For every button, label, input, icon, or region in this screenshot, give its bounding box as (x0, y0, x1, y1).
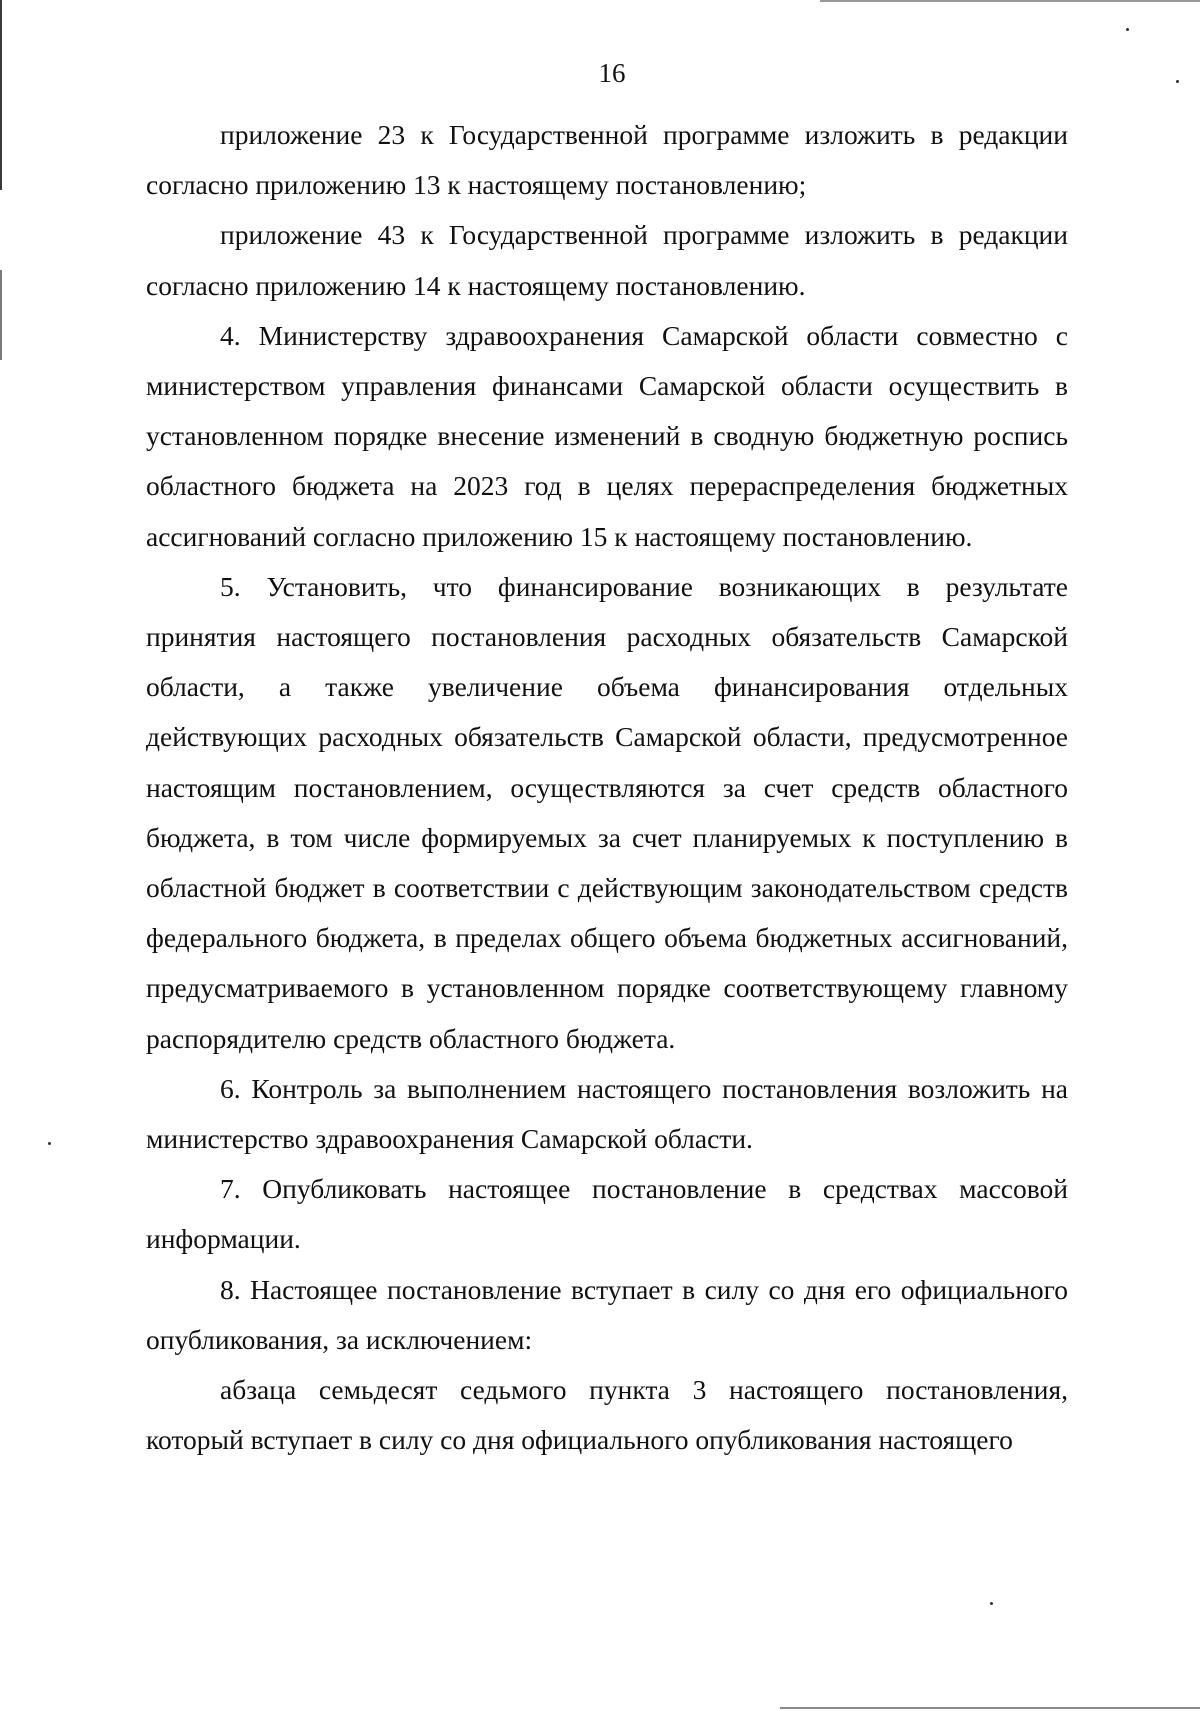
paragraph: 8. Настоящее постановление вступает в силу со дня его официального опубликования, за исключением: (146, 1273, 1068, 1355)
page-number: 16 (598, 58, 626, 88)
paragraph: 6. Контроль за выполнением настоящего постановления возложить на министерство здравоохранения Самарской области. (146, 1072, 1068, 1155)
paragraph: приложение 43 к Государственной программе изложить в редакции согласно приложению 14 к настоящему постановлению. (146, 219, 1068, 301)
scan-speck (990, 1602, 993, 1605)
paragraph: 7. Опубликовать настоящее постановление в средствах массовой информации. (146, 1173, 1068, 1255)
scan-speck (48, 1142, 51, 1145)
paragraph: 5. Установить, что финансирование возникающих в результате принятия настоящего постановления расходных обязательств Самарской области, а также увеличение объема финансирования отдельных действующих расходных обязательств Самарской области, предусмотренное настоящим постановлением, осуществляются за счет средств областного бюджета, в том числе формируемых за счет планируемых к поступлению в областной бюджет в соответствии с действующим законодательством средств федерального бюджета, в пределах общего объема бюджетных ассигнований, предусматриваемого в установленном порядке соответствующему главному распорядителю средств областного бюджета. (146, 570, 1068, 1054)
paragraph: приложение 23 к Государственной программе изложить в редакции согласно приложению 13 к настоящему постановлению; (146, 119, 1068, 201)
scan-speck (1126, 28, 1129, 31)
scan-edge-mark (0, 270, 2, 360)
scan-edge-mark (780, 1707, 1200, 1709)
paragraph: абзаца семьдесят седьмого пункта 3 настоящего постановления, который вступает в силу со дня официального опубликования настоящего (146, 1374, 1068, 1456)
paragraph: 4. Министерству здравоохранения Самарской области совместно с министерством управления финансами Самарской области осуществить в установленном порядке внесение изменений в сводную бюджетную роспись областного бюджета на 2023 год в целях перераспределения бюджетных ассигнований согласно приложению 15 к настоящему постановлению. (146, 319, 1068, 552)
scan-edge-mark (820, 0, 1200, 2)
scan-edge-mark (0, 0, 2, 190)
document-body (146, 110, 1068, 1465)
